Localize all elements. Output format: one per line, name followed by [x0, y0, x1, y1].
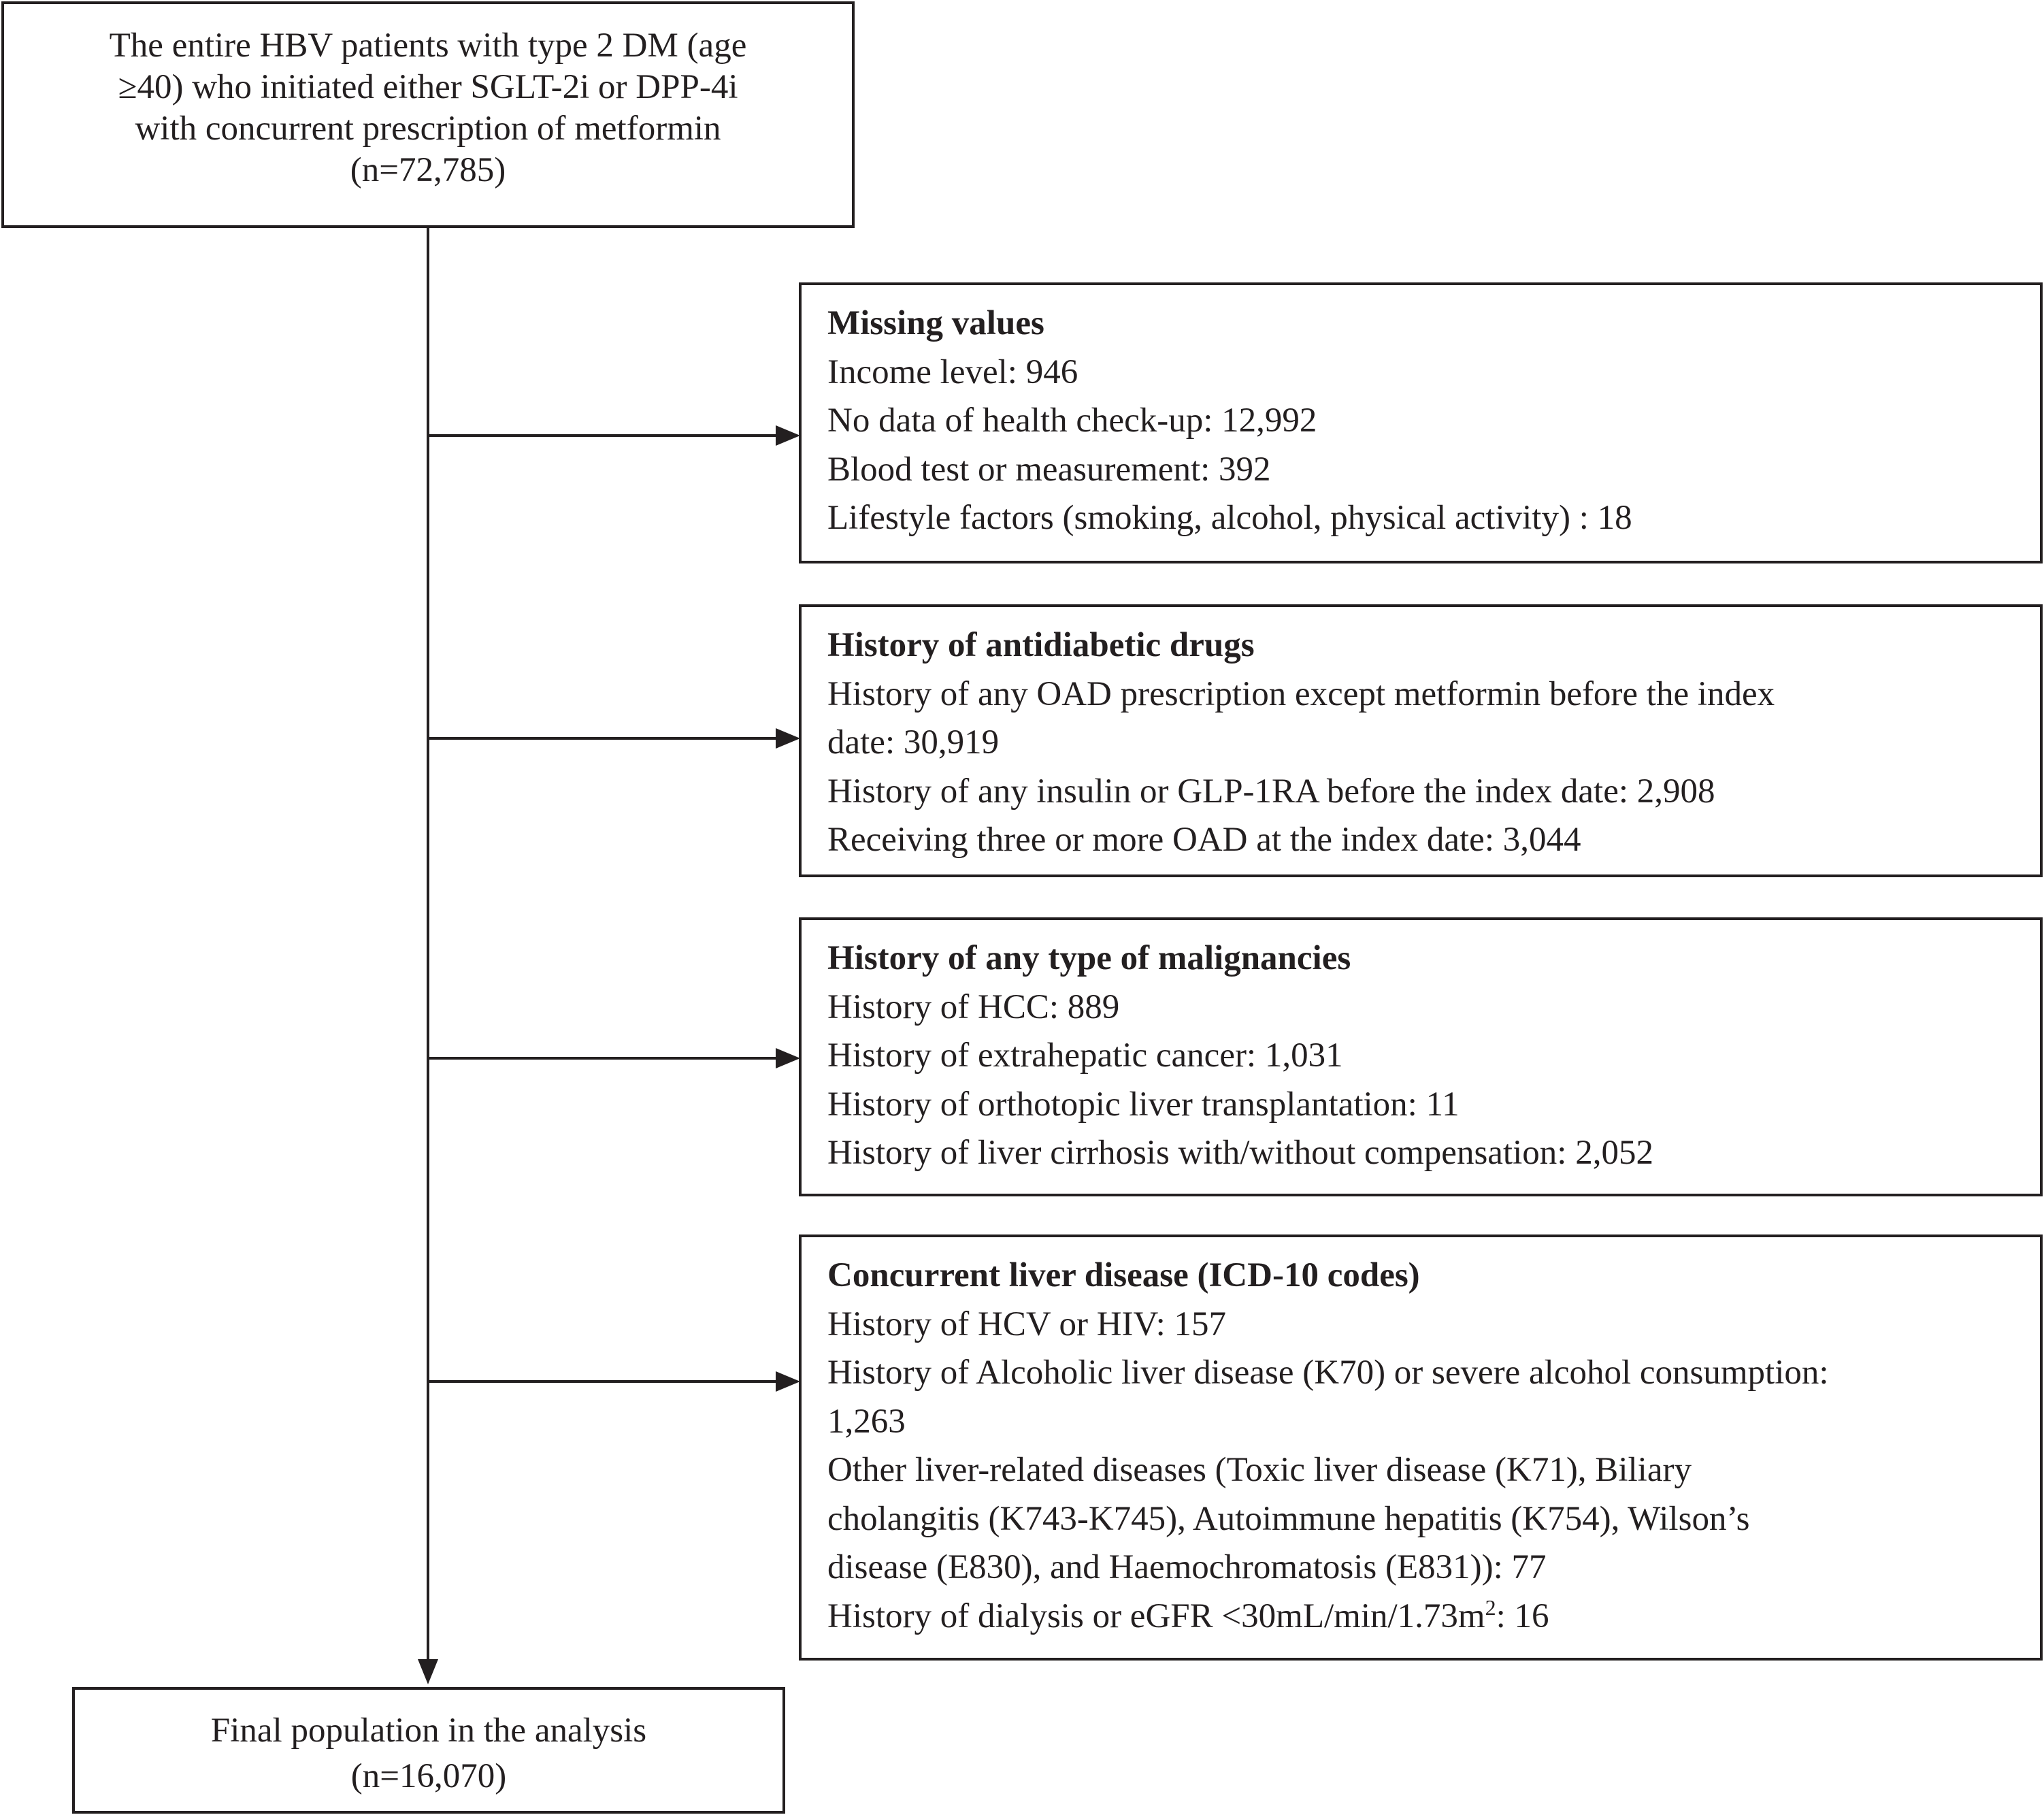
exclusion-item: Income level: 946: [827, 353, 1078, 391]
exclusion-title: History of any type of malignancies: [827, 939, 1351, 977]
arrow-to-final-box: [418, 1659, 438, 1684]
exclusion-item: Receiving three or more OAD at the index date: 3,044: [827, 821, 1581, 859]
exclusion-item: History of Alcoholic liver disease (K70) or severe alcohol consumption:: [827, 1354, 1829, 1392]
exclusion-item: disease (E830), and Haemochromatosis (E831)): 77: [827, 1548, 1547, 1586]
final-population-count: (n=16,070): [350, 1757, 507, 1795]
exclusion-item: Other liver-related diseases (Toxic liver disease (K71), Biliary: [827, 1451, 1692, 1489]
exclusion-box-malignancies: [799, 917, 2043, 1196]
exclusion-item: cholangitis (K743-K745), Autoimmune hepatitis (K754), Wilson’s: [827, 1499, 1750, 1538]
arrow-to-malignancies: [776, 1048, 800, 1068]
dialysis-count: : 16: [1496, 1597, 1549, 1635]
arrow-to-liver-disease: [776, 1371, 800, 1392]
exclusion-box-liver-disease: [799, 1234, 2043, 1661]
exclusion-title: Missing values: [827, 304, 1044, 342]
final-population-box: [72, 1687, 785, 1814]
exclusion-item: 1,263: [827, 1402, 906, 1441]
exclusion-item: History of orthotopic liver transplantation: 11: [827, 1085, 1460, 1124]
exclusion-item: History of HCV or HIV: 157: [827, 1305, 1227, 1343]
initial-population-count: (n=72,785): [350, 151, 506, 189]
exclusion-box-antidiabetic-drugs: [799, 604, 2043, 877]
final-population-label: Final population in the analysis: [210, 1712, 647, 1750]
exclusion-item: No data of health check-up: 12,992: [827, 402, 1317, 440]
arrow-to-missing-values: [776, 425, 800, 446]
exclusion-item: History of extrahepatic cancer: 1,031: [827, 1036, 1343, 1075]
exclusion-item: Lifestyle factors (smoking, alcohol, physical activity) : 18: [827, 499, 1632, 537]
superscript-two: 2: [1485, 1595, 1496, 1620]
exclusion-item: History of HCC: 889: [827, 987, 1120, 1026]
initial-population-line: The entire HBV patients with type 2 DM (age: [109, 27, 747, 65]
exclusion-item: History of any insulin or GLP-1RA before the index date: 2,908: [827, 772, 1715, 811]
exclusion-item: History of liver cirrhosis with/without compensation: 2,052: [827, 1134, 1653, 1172]
exclusion-item-dialysis: [827, 1592, 2014, 1641]
initial-population-line: with concurrent prescription of metformin: [135, 110, 721, 148]
exclusion-item: Blood test or measurement: 392: [827, 450, 1271, 489]
dialysis-text: History of dialysis or eGFR <30mL/min/1.73m: [827, 1597, 1485, 1635]
exclusion-box-missing-values: [799, 282, 2043, 563]
initial-population-box: [1, 1, 855, 228]
initial-population-line: ≥40) who initiated either SGLT-2i or DPP-4i: [118, 68, 738, 106]
exclusion-item: History of any OAD prescription except metformin before the index: [827, 674, 1775, 713]
exclusion-item: date: 30,919: [827, 723, 1000, 762]
arrow-to-antidiabetic: [776, 728, 800, 749]
exclusion-title: History of antidiabetic drugs: [827, 626, 1255, 664]
exclusion-title: Concurrent liver disease (ICD-10 codes): [827, 1256, 1420, 1294]
